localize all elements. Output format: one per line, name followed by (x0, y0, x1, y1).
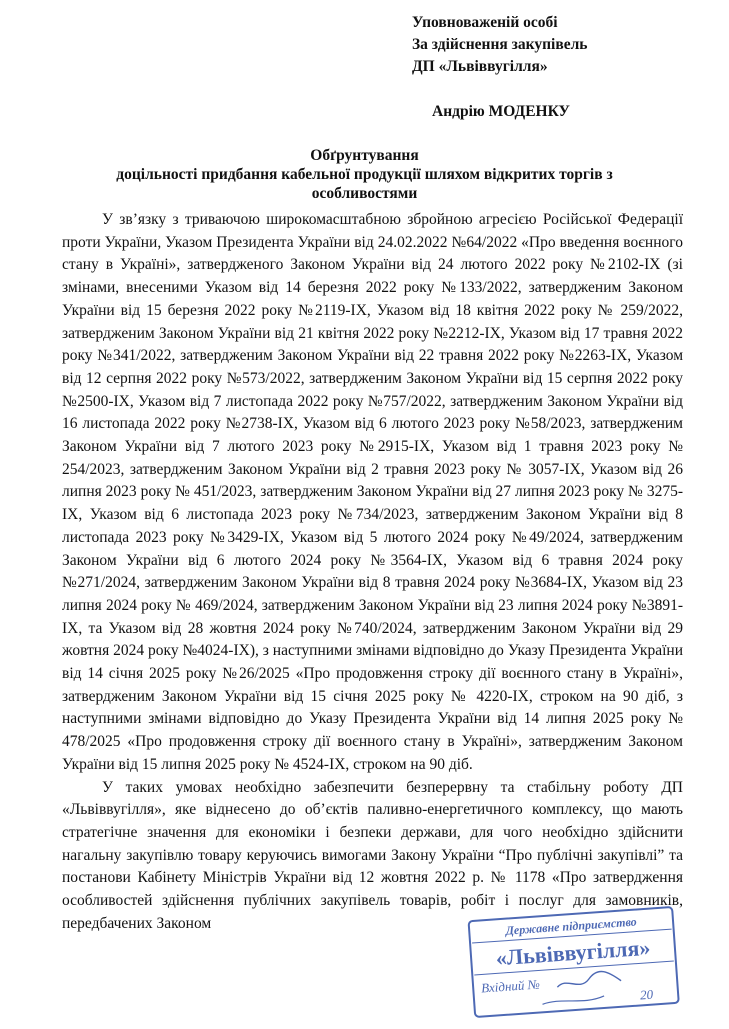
stamp-handwritten-number (556, 970, 621, 987)
document-body (62, 209, 683, 936)
title-line-3: особливостями (311, 185, 418, 202)
body-paragraph-2: У таких умовах необхідно забезпечити безперервну та стабільну роботу ДП «Львіввугілля», яке віднесено до об’єктів паливно-енергетичного комплексу, що мають стратегічне значення для економіки і безпеки держави, для чого необхідно здійснити нагальну закупівлю товару керуючись вимогами Закону України “Про публічні закупівлі” та постанови Кабінету Міністрів України від 12 жовтня 2022 р. № 1178 «Про затвердження особливостей здійснення публічних закупівель товарів, робіт і послуг для замовників, передбачених Законом (62, 778, 683, 932)
title-line-1: Обґрунтування (310, 147, 419, 164)
stamp-line-2: «Львіввугілля» (494, 934, 652, 971)
document-title (0, 146, 729, 203)
title-line-2: доцільності придбання кабельної продукції шляхом відкритих торгів з (116, 166, 613, 183)
addressee-block (412, 12, 587, 78)
stamp-line-4: 20 (639, 986, 654, 1003)
addressee-line-3: ДП «Львіввугілля» (412, 58, 548, 75)
recipient-name: Андрію МОДЕНКУ (432, 103, 570, 120)
registration-stamp (466, 905, 681, 1029)
addressee-line-1: Уповноваженій особі (412, 14, 558, 31)
stamp-line-3: Вхідний № (480, 976, 541, 996)
body-paragraph-1: У зв’язку з триваючою широкомасштабною збройною агресією Російської Федерації проти України, Указом Президента України від 24.02.2022 №64/2022 «Про введення воєнного стану в Україні», затвердженого Законом України від 24 лютого 2022 року №2102-IX (зі змінами, внесеними Указом від 14 березня 2022 року №133/2022, затвердженим Законом України від 15 березня 2022 року №2119-IX, Указом від 18 квітня 2022 року № 259/2022, затвердженим Законом України від 21 квітня 2022 року №2212-IX, Указом від 17 травня 2022 року №341/2022, затвердженим Законом України від 22 травня 2022 року №2263-IX, Указом від 12 серпня 2022 року №573/2022, затвердженим Законом України від 15 серпня 2022 року №2500-IX, Указом від 7 листопада 2022 року №757/2022, затвердженим Законом України від 16 листопада 2022 року №2738-IX, Указом від 6 лютого 2023 року №58/2023, затвердженим Законом України від 7 лютого 2023 року №2915-IX, Указом від 1 травня 2023 року № 254/2023, затвердженим Законом України від 2 травня 2023 року № 3057-IX, Указом від 26 липня 2023 року № 451/2023, затвердженим Законом України від 27 липня 2023 року № 3275-IX, Указом від 6 листопада 2023 року №734/2023, затвердженим Законом України від 8 листопада 2023 року №3429-IX, Указом від 5 лютого 2024 року №49/2024, затвердженим Законом України від 6 лютого 2024 року №3564-IX, Указом від 6 травня 2024 року №271/2024, затвердженим Законом України від 8 травня 2024 року №3684-IX, Указом від 23 липня 2024 року № 469/2024, затвердженим Законом України від 23 липня 2024 року №3891-IX, та Указом від 28 жовтня 2024 року №740/2024, затвердженим Законом України від 29 жовтня 2024 року №4024-IX), з наступними змінами відповідно до Указу Президента України від 14 січня 2025 року №26/2025 «Про продовження строку дії воєнного стану в Україні», затвердженим Законом України від 15 січня 2025 року № 4220-IX, строком на 90 діб, з наступними змінами відповідно до Указу Президента України від 14 липня 2025 року № 478/2025 «Про продовження строку дії воєнного стану в Україні», затвердженим Законом України від 15 липня 2025 року № 4524-IX, строком на 90 діб. (62, 211, 683, 773)
stamp-line-1: Державне підприємство (505, 914, 638, 938)
stamp-handwritten-date (542, 996, 604, 1004)
addressee-line-2: За здійснення закупівель (412, 36, 588, 53)
